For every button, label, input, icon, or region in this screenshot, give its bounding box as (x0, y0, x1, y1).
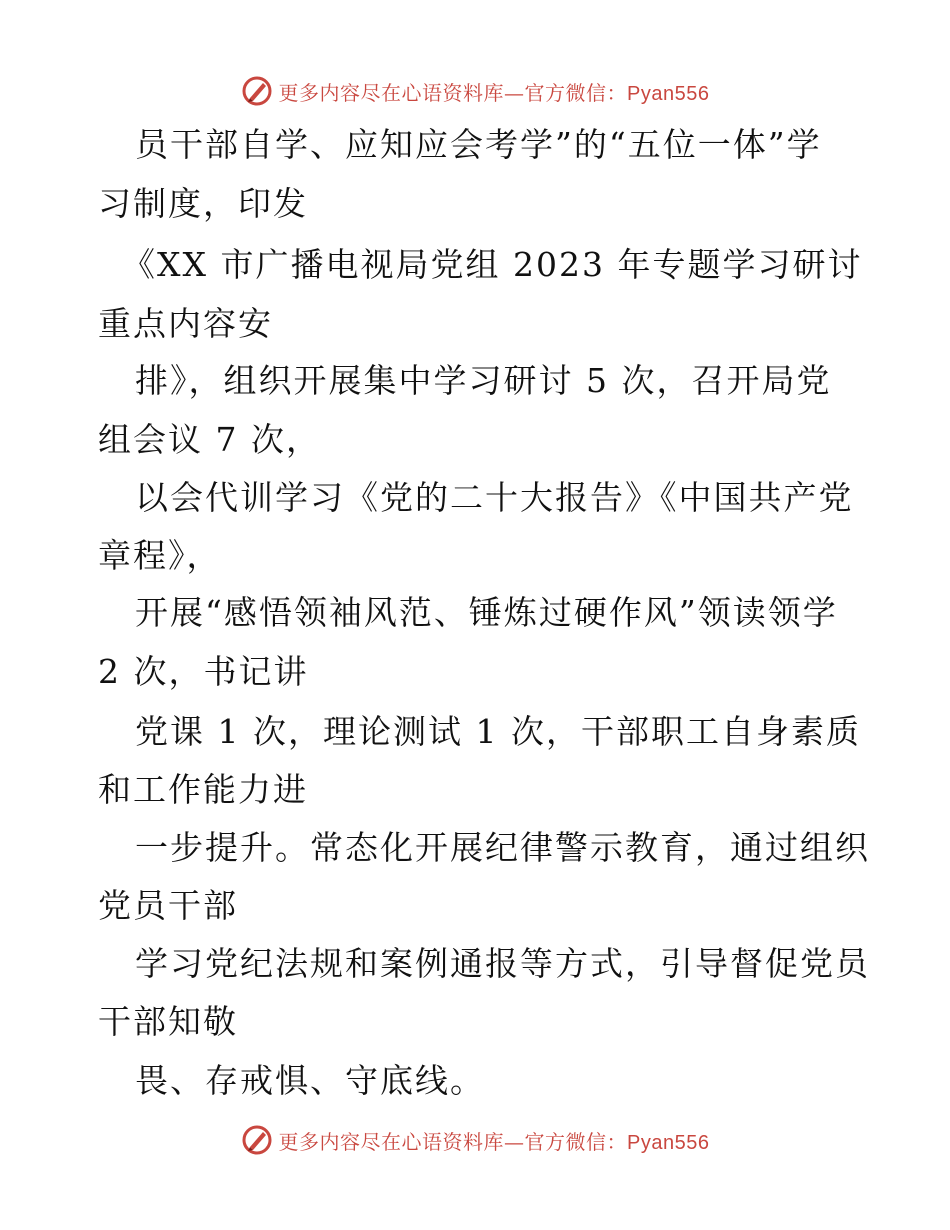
header-banner (0, 71, 950, 111)
pen-logo-icon (241, 1124, 273, 1156)
body-line: 2 次，书记讲 (98, 652, 309, 691)
banner-text (279, 1126, 710, 1155)
body-line: 畏、存戒惧、守底线。 (135, 1061, 485, 1100)
body-line: 重点内容安 (98, 304, 273, 343)
body-line: 开展“感悟领袖风范、锤炼过硬作风”领读领学 (135, 593, 838, 632)
body-line: 党课 1 次，理论测试 1 次，干部职工自身素质 (135, 712, 861, 751)
body-line: 员干部自学、应知应会考学”的“五位一体”学 (135, 125, 822, 164)
body-line: 和工作能力进 (98, 770, 308, 809)
body-line: 党员干部 (98, 886, 238, 925)
pen-logo-icon (241, 75, 273, 107)
banner-site-text: 更多内容尽在心语资料库—官方微信： (278, 80, 628, 105)
wechat-id: Pyan556 (627, 82, 710, 105)
body-line: 以会代训学习《党的二十大报告》《中国共产党 (135, 478, 854, 517)
footer-banner (0, 1120, 950, 1160)
body-line: 一步提升。常态化开展纪律警示教育，通过组织 (135, 828, 870, 867)
banner-text (279, 77, 710, 106)
body-line: 章程》， (98, 536, 222, 575)
body-line: 《XX 市广播电视局党组 2023 年专题学习研讨 (122, 245, 863, 284)
body-line: 学习党纪法规和案例通报等方式，引导督促党员 (135, 944, 870, 983)
body-line: 组会议 7 次， (98, 420, 321, 459)
banner-site-text: 更多内容尽在心语资料库—官方微信： (278, 1129, 628, 1154)
body-line: 排》，组织开展集中学习研讨 5 次，召开局党 (135, 361, 832, 400)
body-line: 干部知敬 (98, 1002, 238, 1041)
wechat-id: Pyan556 (627, 1131, 710, 1154)
body-line: 习制度，印发 (98, 184, 308, 223)
